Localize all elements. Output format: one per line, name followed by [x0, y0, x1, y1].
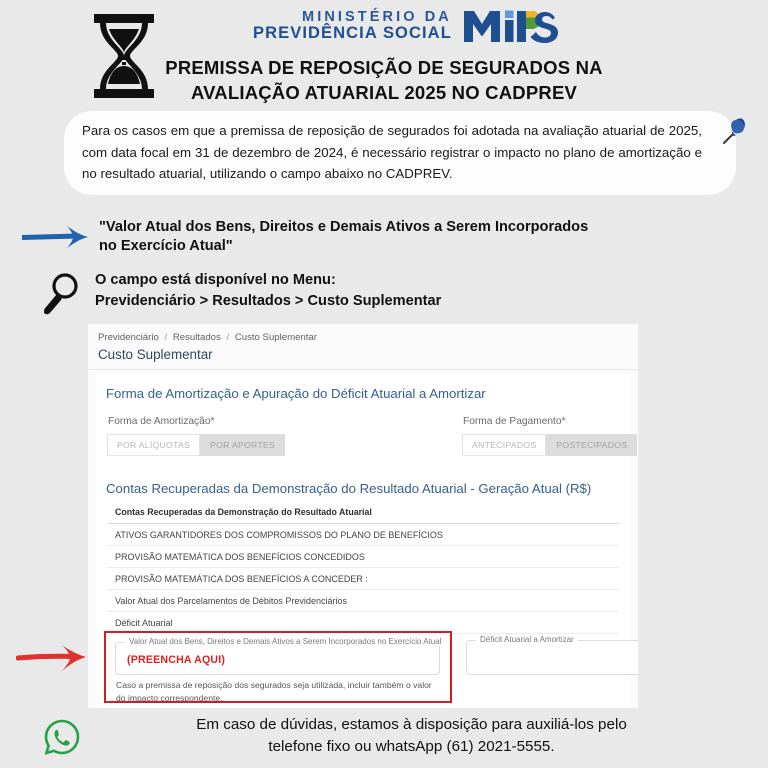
- table-row[interactable]: [107, 568, 619, 590]
- toggle-postecipados[interactable]: POSTECIPADOS: [546, 434, 637, 456]
- contas-recuperadas-table: [107, 501, 619, 634]
- toggle-antecipados[interactable]: ANTECIPADOS: [462, 434, 546, 456]
- pushpin-icon: [718, 115, 752, 149]
- page-title-line2: AVALIAÇÃO ATUARIAL 2025 NO CADPREV: [190, 81, 578, 103]
- breadcrumb-item-previdenciario[interactable]: Previdenciário: [98, 332, 159, 343]
- deficit-atuarial-amortizar-legend: Déficit Atuarial a Amortizar: [476, 635, 578, 644]
- whatsapp-icon: [44, 719, 80, 755]
- footer: [0, 710, 768, 768]
- intro-callout: [64, 111, 736, 195]
- header: [0, 0, 768, 108]
- highlight-field-line2: no Exercício Atual": [99, 238, 233, 255]
- table-column-header-contas: Contas Recuperadas da Demonstração do Resultado Atuarial: [107, 501, 619, 524]
- breadcrumb-separator: /: [226, 332, 230, 343]
- footer-contact-text: [95, 714, 728, 758]
- breadcrumb-item-custo-suplementar: Custo Suplementar: [234, 332, 317, 343]
- breadcrumb-item-resultados[interactable]: Resultados: [172, 332, 221, 343]
- page-title: [0, 56, 768, 106]
- table-row[interactable]: [107, 524, 619, 546]
- ministry-wordmark: [253, 10, 452, 43]
- highlighted-field-box: [104, 631, 452, 703]
- ministry-line2: PREVIDÊNCIA SOCIAL: [253, 23, 452, 42]
- section-title-amortizacao: Forma de Amortização e Apuração do Déficit Atuarial a Amortizar: [106, 386, 486, 401]
- menu-path-text: [95, 270, 748, 311]
- forma-pagamento-toggle-group[interactable]: [462, 434, 637, 456]
- footer-line1: Em caso de dúvidas, estamos à disposição para auxiliá-los pelo: [196, 716, 627, 733]
- highlight-field-text: [99, 218, 748, 257]
- section-title-contas-recuperadas: Contas Recuperadas da Demonstração do Resultado Atuarial - Geração Atual (R$): [106, 481, 592, 496]
- mps-logo-icon: [462, 8, 558, 44]
- intro-callout-text: Para os casos em que a premissa de reposição de segurados foi adotada na avaliação atuarial de 2025, com data focal em 31 de dezembro de 2024, é necessário registrar o impacto no plano de amortização e no resultado atuarial, utilizando o campo abaixo no CADPREV.: [82, 123, 702, 182]
- ministry-line1: MINISTÉRIO DA: [302, 8, 452, 25]
- forma-amortizacao-toggle-group[interactable]: [107, 434, 285, 456]
- menu-path-line1: O campo está disponível no Menu:: [95, 272, 336, 288]
- table-cell-conta: Déficit Atuarial: [107, 612, 619, 634]
- breadcrumb-separator: /: [164, 332, 168, 343]
- table-row[interactable]: [107, 546, 619, 568]
- label-forma-pagamento: Forma de Pagamento*: [463, 416, 566, 427]
- menu-path-row: [0, 268, 768, 318]
- cadprev-page-title: Custo Suplementar: [98, 347, 213, 362]
- footer-line2: telefone fixo ou whatsApp (61) 2021-5555.: [268, 738, 555, 756]
- blue-arrow-icon: [22, 224, 96, 250]
- toggle-por-aportes[interactable]: POR APORTES: [200, 434, 285, 456]
- menu-path-line2: Previdenciário > Resultados > Custo Suplementar: [95, 292, 442, 309]
- table-cell-conta: PROVISÃO MATEMÁTICA DOS BENEFÍCIOS A CONCEDER :: [107, 568, 619, 590]
- page-title-line1: PREMISSA DE REPOSIÇÃO DE SEGURADOS NA: [165, 57, 603, 78]
- table-cell-conta: PROVISÃO MATEMÁTICA DOS BENEFÍCIOS CONCEDIDOS: [107, 546, 619, 568]
- valor-atual-bens-legend: Valor Atual dos Bens, Direitos e Demais Ativos a Serem Incorporados no Exercício Atual: [125, 637, 445, 646]
- table-cell-conta: ATIVOS GARANTIDORES DOS COMPROMISSOS DO PLANO DE BENEFÍCIOS: [107, 524, 619, 546]
- highlight-field-line1: "Valor Atual dos Bens, Direitos e Demais Ativos a Serem Incorporados: [99, 219, 589, 235]
- highlight-field-row: [0, 218, 768, 266]
- toggle-por-aliquotas[interactable]: POR ALÍQUOTAS: [107, 434, 200, 456]
- red-arrow-icon: [16, 643, 96, 673]
- breadcrumb: [98, 332, 317, 343]
- deficit-atuarial-amortizar-input[interactable]: [466, 635, 638, 675]
- valor-atual-bens-hint: Caso a premissa de reposição dos segurados seja utilizada, incluir também o valor do impacto correspondente.: [116, 680, 432, 703]
- label-forma-amortizacao: Forma de Amortização*: [108, 416, 215, 427]
- table-cell-conta: Valor Atual dos Parcelamentos de Débitos Previdenciários: [107, 590, 619, 612]
- table-row[interactable]: [107, 590, 619, 612]
- valor-atual-bens-input[interactable]: [115, 637, 442, 675]
- valor-atual-bens-value: (PREENCHA AQUI): [127, 654, 226, 666]
- brand-lockup: [253, 8, 558, 44]
- cadprev-screenshot: [88, 324, 638, 708]
- table-header-row: [107, 501, 619, 524]
- header-divider: [88, 369, 638, 370]
- magnifier-icon: [40, 271, 84, 315]
